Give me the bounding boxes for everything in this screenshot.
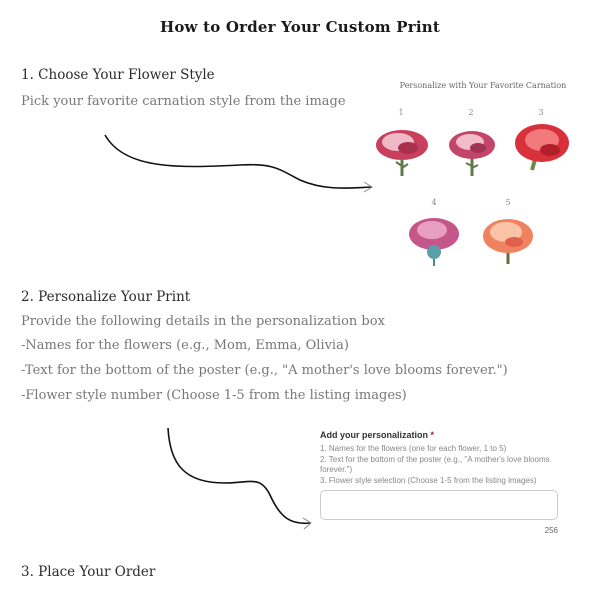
hint-line: 2. Text for the bottom of the poster (e.g., "A mother's love blooms forever.") [320,454,550,474]
carnation-4-image[interactable] [404,210,464,270]
personalization-hints [320,444,560,486]
step2-line: -Flower style number (Choose 1-5 from the listing images) [21,388,407,403]
flower-number: 3 [538,108,544,117]
flower-number: 2 [468,108,474,117]
required-mark: * [430,430,435,440]
flower-number: 1 [398,108,404,117]
step2-line: -Text for the bottom of the poster (e.g., "A mother's love blooms forever.") [21,363,508,378]
flower-number: 5 [505,198,511,207]
carnation-3-image[interactable] [512,118,572,178]
hint-line: 3. Flower style selection (Choose 1-5 from the listing images) [320,475,537,485]
label-text: Add your personalization [320,430,429,440]
step3-heading: 3. Place Your Order [21,564,156,580]
carnation-5-image[interactable] [478,210,538,270]
step2-line: -Names for the flowers (e.g., Mom, Emma, Olivia) [21,338,349,353]
carnation-2-image[interactable] [442,120,502,180]
hint-line: 1. Names for the flowers (one for each flower, 1 to 5) [320,444,507,453]
personalization-form [320,430,560,535]
page-title: How to Order Your Custom Print [159,18,441,36]
step1-text: Pick your favorite carnation style from the image [21,94,346,109]
carnation-1-image[interactable] [372,120,432,180]
arrow-icon [100,125,380,195]
flower-number: 4 [431,198,437,207]
personalization-label [320,430,560,440]
personalization-textarea[interactable] [320,490,558,520]
step2-heading: 2. Personalize Your Print [21,289,191,305]
arrow-icon [165,425,315,535]
step2-line: Provide the following details in the personalization box [21,314,385,329]
step1-heading: 1. Choose Your Flower Style [21,67,215,83]
gallery-caption: Personalize with Your Favorite Carnation [399,81,567,90]
character-count: 256 [544,526,558,535]
